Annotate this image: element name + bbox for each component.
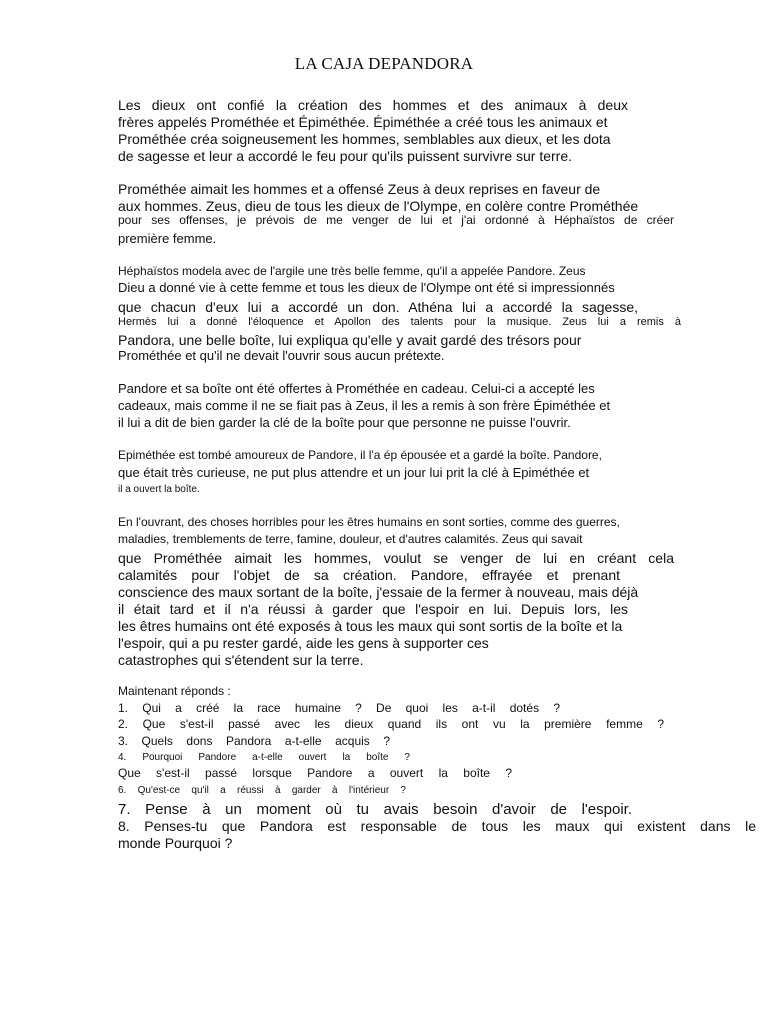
question-item: 2. Que s'est-il passé avec les dieux quand ils ont vu la première femme ? — [118, 717, 664, 731]
question-item: 6. Qu'est-ce qu'il a réussi à garder à l'intérieur ? — [118, 785, 406, 796]
paragraph-3-line: Dieu a donné vie à cette femme et tous les dieux de l'Olympe ont été si impressionnés — [118, 280, 615, 295]
question-item: 8. Penses-tu que Pandora est responsable de tous les maux qui existent dans le — [118, 818, 756, 834]
paragraph-6-line: calamités pour l'objet de sa création. Pandore, effrayée et prenant — [118, 567, 620, 583]
question-item: Que s'est-il passé lorsque Pandore a ouvert la boîte ? — [118, 766, 512, 780]
paragraph-5-line: il a ouvert la boîte. — [118, 484, 200, 495]
question-item: 1. Qui a créé la race humaine ? De quoi les a-t-il dotés ? — [118, 701, 560, 715]
paragraph-2-line: Prométhée aimait les hommes et a offensé Zeus à deux reprises en faveur de — [118, 181, 601, 197]
paragraph-1-line: de sagesse et leur a accordé le feu pour qu'ils puissent survivre sur terre. — [118, 148, 573, 164]
paragraph-1-line: Prométhée créa soigneusement les hommes, semblables aux dieux, et les dota — [118, 131, 611, 147]
paragraph-6-line: l'espoir, qui a pu rester gardé, aide les gens à supporter ces — [118, 635, 489, 651]
question-item: 7. Pense à un moment où tu avais besoin d'avoir de l'espoir. — [118, 801, 632, 818]
paragraph-2-line: première femme. — [118, 231, 217, 246]
paragraph-6-line: catastrophes qui s'étendent sur la terre. — [118, 652, 364, 668]
document-title: LA CAJA DEPANDORA — [294, 54, 474, 73]
question-item: 4. Pourquoi Pandore a-t-elle ouvert la boîte ? — [118, 752, 410, 763]
paragraph-3-line: Hermès lui a donné l'éloquence et Apollon des talents pour la musique. Zeus lui a remis à — [118, 316, 681, 328]
paragraph-4-line: il lui a dit de bien garder la clé de la boîte pour que personne ne puisse l'ouvrir. — [118, 415, 571, 430]
paragraph-5-line: Epiméthée est tombé amoureux de Pandore, il l'a ép épousée et a gardé la boîte. Pandore, — [118, 448, 602, 462]
paragraph-3-line: Prométhée et qu'il ne devait l'ouvrir sous aucun prétexte. — [118, 348, 445, 363]
question-item: monde Pourquoi ? — [118, 835, 233, 851]
paragraph-2-line: aux hommes. Zeus, dieu de tous les dieux de l'Olympe, en colère contre Prométhée — [118, 198, 639, 214]
paragraph-6-line: maladies, tremblements de terre, famine, douleur, et d'autres calamités. Zeus qui savait — [118, 532, 583, 546]
paragraph-1-line: frères appelés Prométhée et Épiméthée. Épiméthée a créé tous les animaux et — [118, 114, 608, 130]
paragraph-1-line: Les dieux ont confié la création des hommes et des animaux à deux — [118, 97, 628, 113]
paragraph-6-line: En l'ouvrant, des choses horribles pour les êtres humains en sont sorties, comme des guerres, — [118, 515, 620, 529]
paragraph-4-line: cadeaux, mais comme il ne se fiait pas à Zeus, il les a remis à son frère Épiméthée et — [118, 398, 611, 413]
paragraph-6-line: conscience des maux sortant de la boîte, j'essaie de la fermer à nouveau, mais déjà — [118, 584, 639, 600]
paragraph-3-line: Héphaïstos modela avec de l'argile une très belle femme, qu'il a appelée Pandore. Zeus — [118, 264, 586, 278]
paragraph-6-line: il était tard et il n'a réussi à garder que l'espoir en lui. Depuis lors, les — [118, 601, 628, 617]
paragraph-3-line: Pandora, une belle boîte, lui expliqua qu'elle y avait gardé des trésors pour — [118, 332, 582, 348]
paragraph-2-line: pour ses offenses, je prévois de me venger de lui et j'ai ordonné à Héphaïstos de créer — [118, 213, 674, 227]
questions-intro: Maintenant réponds : — [118, 684, 231, 698]
paragraph-6-line: que Prométhée aimait les hommes, voulut se venger de lui en créant cela — [118, 550, 674, 566]
paragraph-5-line: que était très curieuse, ne put plus attendre et un jour lui prit la clé à Epiméthée et — [118, 465, 590, 480]
paragraph-6-line: les êtres humains ont été exposés à tous les maux qui sont sortis de la boîte et la — [118, 618, 623, 634]
paragraph-3-line: que chacun d'eux lui a accordé un don. Athéna lui a accordé la sagesse, — [118, 299, 638, 315]
question-item: 3. Quels dons Pandora a-t-elle acquis ? — [118, 734, 390, 748]
paragraph-4-line: Pandore et sa boîte ont été offertes à Prométhée en cadeau. Celui-ci a accepté les — [118, 381, 595, 396]
